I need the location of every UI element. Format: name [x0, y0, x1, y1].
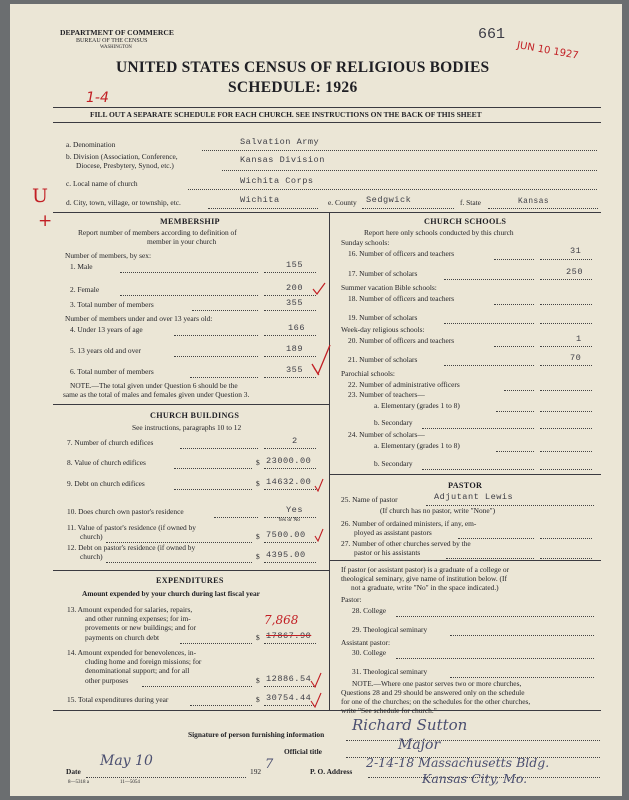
- expenditures-heading: EXPENDITURES: [156, 576, 224, 585]
- q14-label-2: cluding home and foreign missions; for: [85, 657, 202, 666]
- sex-heading: Number of members, by sex:: [65, 251, 151, 260]
- signature-value: Richard Sutton: [352, 716, 468, 734]
- buildings-heading: CHURCH BUILDINGS: [150, 411, 240, 420]
- q17-value: 250: [566, 267, 583, 277]
- q3-label: 3. Total number of members: [70, 300, 154, 309]
- q24b-label: b. Secondary: [374, 459, 413, 468]
- red-mark-plus: +: [38, 211, 53, 231]
- pastor-note: NOTE.—Where one pastor serves two or more churches,: [352, 679, 522, 688]
- q24-label: 24. Number of scholars—: [348, 430, 425, 439]
- q27-label: 27. Number of other churches served by the: [341, 539, 471, 548]
- form-subtitle: SCHEDULE: 1926: [228, 79, 358, 96]
- q13-label-2: and other running expenses; for im-: [85, 614, 191, 623]
- membership-intro: Report number of members according to definition of: [78, 228, 237, 237]
- pastor-heading: PASTOR: [448, 481, 483, 490]
- q20-value: 1: [576, 334, 582, 344]
- q6-label: 6. Total number of members: [70, 367, 154, 376]
- official-title-label: Official title: [284, 747, 322, 756]
- date-value: May 10: [100, 753, 153, 769]
- signature-label: Signature of person furnishing information: [188, 730, 325, 739]
- expenditures-intro: Amount expended by your church during last fiscal year: [82, 589, 260, 598]
- q25-value: Adjutant Lewis: [434, 492, 514, 502]
- graduate-instruction: If pastor (or assistant pastor) is a graduate of a college or: [341, 565, 510, 574]
- q1-label: 1. Male: [70, 262, 93, 271]
- q21-value: 70: [570, 353, 582, 363]
- denomination-value: Salvation Army: [240, 137, 320, 147]
- q15-label: 15. Total expenditures during year: [67, 695, 169, 704]
- q6-value: 355: [286, 365, 303, 375]
- bureau-label: BUREAU OF THE CENSUS: [76, 38, 148, 44]
- pastor-note-4: write "See schedule for church.": [341, 706, 437, 715]
- q18-label: 18. Number of officers and teachers: [348, 294, 455, 303]
- q26-label: 26. Number of ordained ministers, if any, em-: [341, 519, 477, 528]
- po-address-label: P. O. Address: [310, 767, 353, 776]
- q24a-label: a. Elementary (grades 1 to 8): [374, 441, 460, 450]
- county-label: e. County: [328, 198, 357, 207]
- city-town-label: d. City, town, village, or township, etc.: [66, 198, 181, 207]
- q12-value: 4395.00: [266, 550, 306, 560]
- q5-value: 189: [286, 344, 303, 354]
- q16-value: 31: [570, 246, 582, 256]
- county-value: Sedgwick: [366, 195, 412, 205]
- age-heading: Number of members under and over 13 years old:: [65, 314, 213, 323]
- form-number: 8—5318 a: [68, 780, 89, 785]
- instruction-line: FILL OUT A SEPARATE SCHEDULE FOR EACH CHURCH. SEE INSTRUCTIONS ON THE BACK OF THIS SHEET: [90, 110, 482, 119]
- q4-label: 4. Under 13 years of age: [70, 325, 143, 334]
- red-check-icon: [312, 282, 326, 296]
- q31-label: 31. Theological seminary: [352, 667, 428, 676]
- pastor-note-2: Questions 28 and 29 should be answered only on the schedule: [341, 688, 525, 697]
- denomination-label: a. Denomination: [66, 140, 116, 149]
- sunday-schools-label: Sunday schools:: [341, 238, 390, 247]
- date-label: Date: [66, 767, 81, 776]
- weekday-schools-label: Week-day religious schools:: [341, 325, 425, 334]
- membership-note: NOTE.—The total given under Question 6 should be the: [70, 381, 238, 390]
- q7-label: 7. Number of church edifices: [67, 438, 154, 447]
- city-label: WASHINGTON: [100, 45, 132, 50]
- pastor-note-3: for one of the churches; on the schedules for the other churches,: [341, 697, 531, 706]
- year-value: 7: [265, 757, 274, 772]
- parochial-schools-label: Parochial schools:: [341, 369, 395, 378]
- local-name-label: c. Local name of church: [66, 179, 138, 188]
- q14-value: 12886.54: [266, 674, 312, 684]
- q25-hint: (If church has no pastor, write "None"): [380, 506, 496, 515]
- red-check-icon: [310, 672, 322, 688]
- membership-heading: MEMBERSHIP: [160, 217, 220, 226]
- q13-value: 17867.90: [266, 631, 312, 641]
- print-number: 11—5054: [120, 780, 140, 785]
- red-check-icon: [310, 344, 332, 376]
- q16-label: 16. Number of officers and teachers: [348, 249, 455, 258]
- q23a-label: a. Elementary (grades 1 to 8): [374, 401, 460, 410]
- q4-value: 166: [288, 323, 305, 333]
- official-title-value: Major: [398, 737, 441, 753]
- q11-label-2: church): [80, 532, 103, 541]
- vacation-schools-label: Summer vacation Bible schools:: [341, 283, 437, 292]
- division-label-2: Diocese, Presbytery, Synod, etc.): [76, 161, 174, 170]
- q19-label: 19. Number of scholars: [348, 313, 418, 322]
- q17-label: 17. Number of scholars: [348, 269, 418, 278]
- po-address-value-2: Kansas City, Mo.: [422, 771, 528, 786]
- membership-intro-2: member in your church: [147, 237, 217, 246]
- q9-label: 9. Debt on church edifices: [67, 479, 145, 488]
- q15-value: 30754.44: [266, 693, 312, 703]
- membership-note-2: same as the total of males and females given under Question 3.: [63, 390, 250, 399]
- q10-label: 10. Does church own pastor's residence: [67, 507, 184, 516]
- q11-value: 7500.00: [266, 530, 306, 540]
- date-received-stamp: JUN 10 1927: [516, 40, 580, 62]
- red-code-mark: 1-4: [86, 90, 109, 106]
- state-label: f. State: [460, 198, 481, 207]
- stamp-number: 661: [478, 26, 506, 43]
- q21-label: 21. Number of scholars: [348, 355, 418, 364]
- q23b-label: b. Secondary: [374, 418, 413, 427]
- q13-label-3: provements or new buildings; and for: [85, 623, 197, 632]
- graduate-instruction-2: theological seminary, give name of institution below. (If: [341, 574, 507, 583]
- q25-label: 25. Name of pastor: [341, 495, 398, 504]
- q14-label-3: denominational support; and for all: [85, 666, 190, 675]
- yes-no-hint: Yes or No: [278, 517, 301, 523]
- graduate-instruction-3: not a graduate, write "No" in the space indicated.): [351, 583, 499, 592]
- schools-intro: Report here only schools conducted by this church: [364, 228, 514, 237]
- form-title: UNITED STATES CENSUS OF RELIGIOUS BODIES: [116, 59, 490, 76]
- q14-label: 14. Amount expended for benevolences, in-: [67, 648, 197, 657]
- red-check-icon: [314, 528, 324, 542]
- q8-label: 8. Value of church edifices: [67, 458, 146, 467]
- schools-heading: CHURCH SCHOOLS: [424, 217, 507, 226]
- q20-label: 20. Number of officers and teachers: [348, 336, 455, 345]
- city-town-value: Wichita: [240, 195, 280, 205]
- q13-label: 13. Amount expended for salaries, repairs,: [67, 605, 193, 614]
- local-name-value: Wichita Corps: [240, 176, 314, 186]
- census-schedule-sheet: DEPARTMENT OF COMMERCE BUREAU OF THE CENSUS WASHINGTON 661 JUN 10 1927 UNITED STATES CENSUS OF RELIGIOUS BODIES SCHEDULE: 1926 1-4 FILL OUT A SEPARATE SCHEDULE FOR EACH CHURCH. SEE INSTRUCTIONS ON THE BACK OF THIS SHEET a. Denomination Salvation Army b. Division (Association, Conference, Diocese, Presbytery, Synod, etc.) Kansas Division c. Local name of church Wichita Corps U + d. City, town, village, or township, etc. Wichita e. County Sedgwick f. State Kansas MEMBERSHIP Report number of members according to definition of member in your church Number of members, by sex: 1. Male 155 2. Female 200 3. Total number of members 355 Number of members under and over 13 years old: 4. Under 13 years of age 166 5. 13 years old and over 189 6. Total number of members 355 NOTE.—The total given under Question 6 should be the same as the total of males and females given under Question 3. CHURCH BUILDINGS See instructions, paragraphs 10 to 12 7. Number of church edifices 2 8. Value of church edifices $ 23000.00 9. Debt on church edifices $ 14632.00 10. Does church own pastor's residence Yes Yes or No 11. Value of pastor's residence (if owned by church) $ 7500.00 12. Debt on pastor's residence (if owned by church) $ 4395.00 EXPENDITURES Amount expended by your church during last fiscal year 13. Amount expended for salaries, repairs, and other running expenses; for im- provements or new buildings; and for payments on church debt $ 17867.90 7,868 14. Amount expended for benevolences, in- cluding home and foreign missions; for denominational support; and for all other purposes $ 12886.54 15. Total expenditures during year $ 30754.44 CHURCH SCHOOLS Report here only schools conducted by this church Sunday schools: 16. Number of officers and teachers 31 17. Number of scholars 250 Summer vacation Bible schools: 18. Number of officers and teachers 19. Number of scholars Week-day religious schools: 20. Number of officers and teachers 1 21. Number of scholars 70 Parochial schools: 22. Number of administrative officers 23. Number of teachers— a. Elementary (grades 1 to 8) b. Secondary 24. Number of scholars— a. Elementary (grades 1 to 8) b. Secondary PASTOR 25. Name of pastor Adjutant Lewis (If church has no pastor, write "None") 26. Number of ordained ministers, if any, em- ployed as assistant pastors 27. Number of other churches served by the pastor or his assistants If pastor (or assistant pastor) is a graduate of a college or theological seminary, give name of institution below. (If not a graduate, write "No" in the space indicated.) Pastor: 28. College 29. Theological seminary Assistant pastor: 30. College 31. Theological seminary NOTE.—Where one pastor serves two or more churches, Questions 28 and 29 should be answered only on the schedule for one of the churches; on the schedules for the other churches, write "See schedule for church." Signature of person furnishing information Richard Sutton Official title Major Date May 10 192 7 P. O. Address 2-14-18 Massachusetts Bldg. Kansas City, Mo. 8—5318 a 11—5054: [10, 4, 622, 796]
- year-prefix: 192: [250, 767, 262, 776]
- q30-label: 30. College: [352, 648, 387, 657]
- q13-label-4: payments on church debt: [85, 633, 160, 642]
- state-value: Kansas: [518, 198, 550, 206]
- po-address-value: 2-14-18 Massachusetts Bldg.: [366, 755, 550, 770]
- q7-value: 2: [292, 436, 298, 446]
- q2-label: 2. Female: [70, 285, 100, 294]
- q9-value: 14632.00: [266, 477, 312, 487]
- department-label: DEPARTMENT OF COMMERCE: [60, 28, 174, 37]
- q5-label: 5. 13 years old and over: [70, 346, 142, 355]
- buildings-intro: See instructions, paragraphs 10 to 12: [132, 423, 242, 432]
- division-label: b. Division (Association, Conference,: [66, 152, 178, 161]
- q11-label: 11. Value of pastor's residence (if owned by: [67, 523, 196, 532]
- division-value: Kansas Division: [240, 155, 325, 165]
- q10-value: Yes: [286, 505, 303, 515]
- assistant-pastor-label: Assistant pastor:: [341, 638, 391, 647]
- q13-correction: 7,868: [264, 613, 299, 627]
- q3-value: 355: [286, 298, 303, 308]
- q2-value: 200: [286, 283, 303, 293]
- q28-label: 28. College: [352, 606, 387, 615]
- red-check-icon: [310, 692, 322, 708]
- pastor-sub-label: Pastor:: [341, 595, 362, 604]
- q1-value: 155: [286, 260, 303, 270]
- q12-label-2: church): [80, 552, 103, 561]
- q8-value: 23000.00: [266, 456, 312, 466]
- q12-label: 12. Debt on pastor's residence (if owned by: [67, 543, 196, 552]
- q23-label: 23. Number of teachers—: [348, 390, 425, 399]
- q22-label: 22. Number of administrative officers: [348, 380, 460, 389]
- q26-label-2: ployed as assistant pastors: [354, 528, 432, 537]
- q14-label-4: other purposes: [85, 676, 129, 685]
- red-mark-u: U: [32, 185, 49, 207]
- q27-label-2: pastor or his assistants: [354, 548, 421, 557]
- red-check-icon: [314, 478, 324, 492]
- q29-label: 29. Theological seminary: [352, 625, 428, 634]
